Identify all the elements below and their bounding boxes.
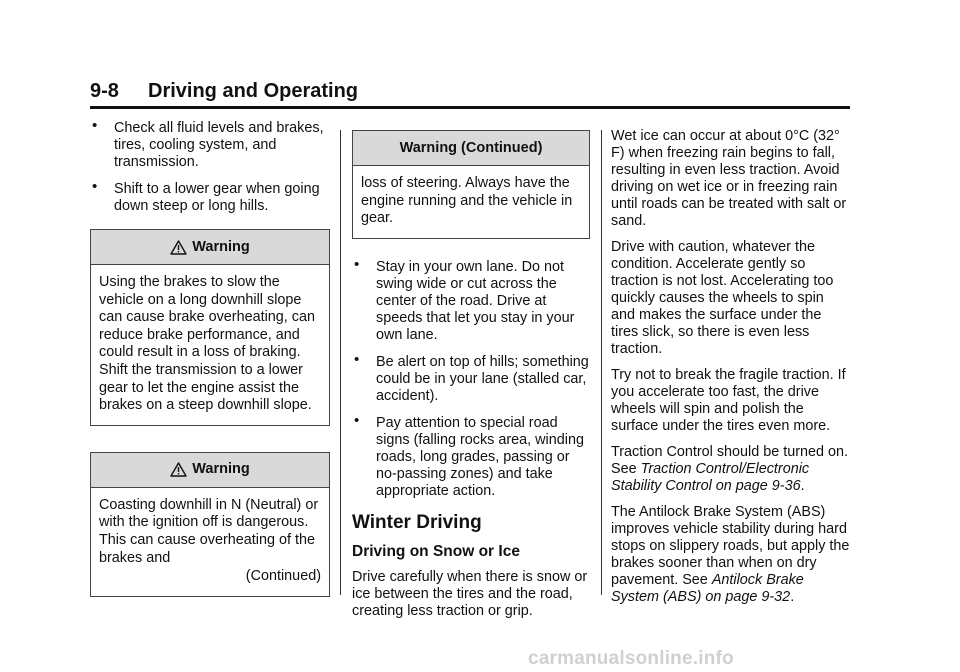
- section-title: Driving and Operating: [148, 80, 359, 102]
- bullet-icon: •: [354, 255, 360, 273]
- warning-header: [91, 230, 329, 265]
- bullet-list: [352, 255, 590, 500]
- warning-body: loss of steering. Always have the engine running and the vehicle in gear.: [361, 175, 573, 227]
- list-item: • Stay in your own lane. Do not swing wide or cut across the center of the road. Drive at speeds that let you stay in your own lane.: [354, 255, 575, 343]
- page-number: 9-8: [90, 80, 119, 102]
- bullet-icon: •: [92, 117, 98, 134]
- column-middle: [352, 130, 590, 629]
- section-heading: Winter Driving: [352, 511, 482, 533]
- paragraph: Traction Control should be turned on. See Traction Control/Electronic Stability Control on page 9-36.: [611, 444, 849, 494]
- bullet-list: [90, 117, 330, 215]
- warning-box-coasting: [90, 452, 330, 597]
- warning-title: Warning: [192, 461, 250, 478]
- list-item: • Check all fluid levels and brakes, tires, cooling system, and transmission.: [92, 117, 324, 170]
- column-divider: [601, 130, 602, 595]
- warning-box-brakes: [90, 229, 330, 426]
- paragraph: The Antilock Brake System (ABS) improves vehicle stability during hard stops on slippery roads, but apply the brakes sooner than when on dry pavement. See Antilock Brake System (ABS) on page 9-32.: [611, 504, 850, 605]
- page-header: [90, 80, 850, 109]
- cross-reference-link[interactable]: Antilock Brake System (ABS) on page 9-32: [611, 572, 804, 605]
- bullet-icon: •: [354, 350, 360, 368]
- warning-header: Warning (Continued): [353, 131, 589, 166]
- warning-body: Coasting downhill in N (Neutral) or with the ignition off is dangerous. This can cause overheating of the brakes and (Continued): [99, 496, 321, 585]
- paragraph: Drive carefully when there is snow or ice between the tires and the road, creating less traction or grip.: [352, 568, 588, 619]
- cross-reference-link[interactable]: Traction Control/Electronic Stability Control on page 9-36: [611, 461, 810, 494]
- bullet-icon: •: [92, 178, 98, 195]
- warning-box-continued: [352, 130, 590, 239]
- bullet-icon: •: [354, 411, 360, 429]
- list-item: • Pay attention to special road signs (falling rocks area, winding roads, long grades, passing or no-passing zones) and take appropriate action.: [354, 411, 584, 499]
- subheading: Driving on Snow or Ice: [352, 542, 520, 560]
- column-divider: [340, 130, 341, 595]
- continued-label: (Continued): [245, 568, 321, 585]
- paragraph: Try not to break the fragile traction. If you accelerate too fast, the drive wheels will spin and polish the surface under the tires even more.: [611, 367, 846, 434]
- list-item: • Shift to a lower gear when going down steep or long hills.: [92, 178, 320, 214]
- paragraph: Wet ice can occur at about 0°C (32° F) when freezing rain begins to fall, resulting in even less traction. Avoid driving on wet ice or in freezing rain until roads can be treated with salt or sand.: [611, 128, 847, 229]
- warning-triangle-icon: [170, 240, 187, 255]
- warning-header: [91, 453, 329, 488]
- watermark: carmanualsonline.info: [528, 648, 734, 669]
- column-right: [611, 128, 851, 615]
- warning-title: Warning: [192, 238, 250, 255]
- list-item: • Be alert on top of hills; something could be in your lane (stalled car, accident).: [354, 350, 589, 404]
- warning-triangle-icon: [170, 462, 187, 477]
- paragraph: Drive with caution, whatever the condition. Accelerate gently so traction is not lost. Accelerating too quickly causes the wheels to spin and makes the surface under the tires slick, so there is even less traction.: [611, 239, 834, 357]
- column-left: [90, 117, 330, 597]
- warning-body: Using the brakes to slow the vehicle on a long downhill slope can cause brake overheating, can reduce brake performance, and could result in a loss of braking. Shift the transmission to a lower gear to let the engine assist the brakes on a steep downhill slope.: [99, 274, 316, 414]
